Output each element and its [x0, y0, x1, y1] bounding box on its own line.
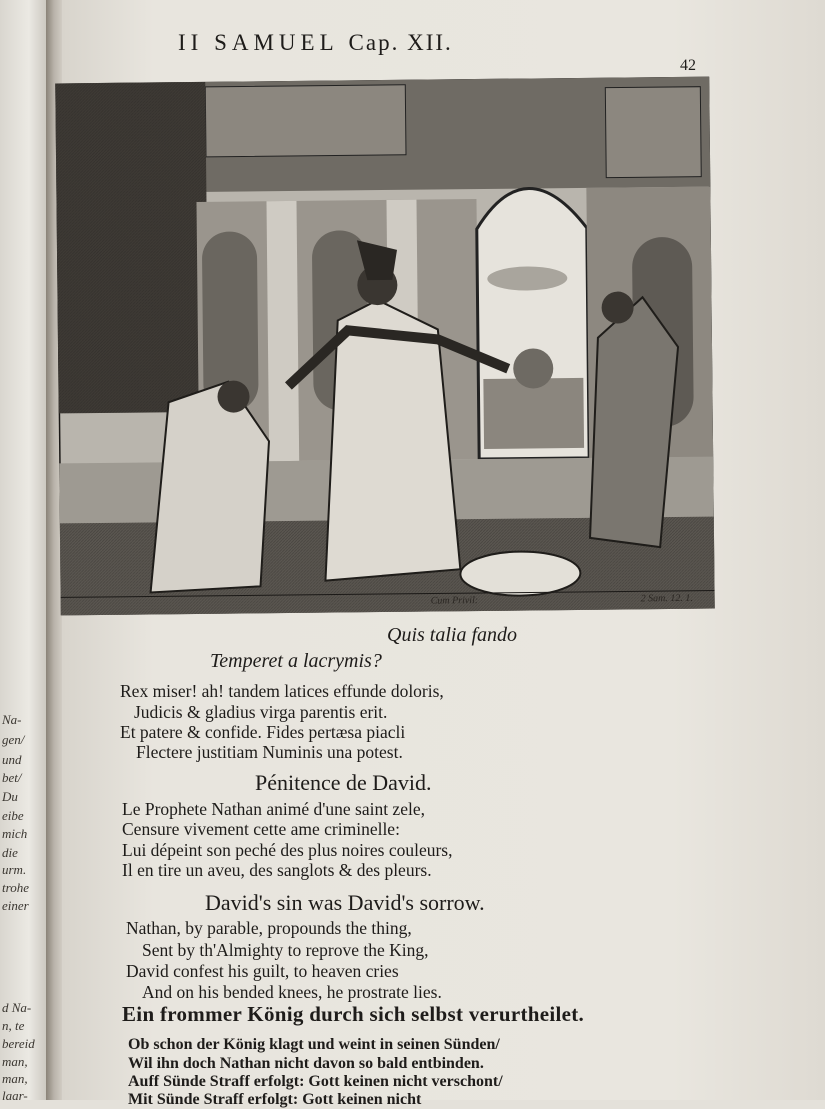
engraving-illustration [55, 77, 715, 616]
margin-fragment: einer [2, 898, 29, 913]
french-verse-line: Le Prophete Nathan animé d'une saint zele, [122, 799, 425, 819]
latin-verse-line: Judicis & gladius virga parentis erit. [134, 702, 388, 722]
margin-fragment: d Na- [2, 1000, 32, 1015]
margin-fragment: bereid [2, 1036, 35, 1051]
english-title: David's sin was David's sorrow. [205, 890, 485, 915]
margin-fragment: trohe [2, 880, 29, 895]
margin-fragment: und [2, 752, 22, 767]
french-title: Pénitence de David. [255, 770, 432, 795]
french-verse-line: Il en tire un aveu, des sanglots & des pleurs. [122, 860, 432, 880]
margin-fragment: man, [2, 1054, 28, 1069]
scripture-reference: 2 Sam. 12. 1. [640, 592, 693, 605]
german-verse-line: Wil ihn doch Nathan nicht davon so bald entbinden. [128, 1055, 484, 1072]
latin-verse-line: Et patere & confide. Fides pertæsa piacli [120, 722, 406, 742]
latin-verse-line: Rex miser! ah! tandem latices effunde doloris, [120, 681, 444, 701]
engraving-plate [55, 77, 715, 616]
privilege-caption: Cum Privil: [430, 595, 479, 607]
margin-fragment: Du [2, 789, 18, 804]
latin-epigraph-line: Quis talia fando [387, 624, 518, 646]
german-verse-line: Auff Sünde Straff erfolgt: Gott keinen nicht verschont/ [128, 1073, 503, 1090]
latin-epigraph-line: Temperet a lacrymis? [210, 650, 382, 672]
left-page [0, 0, 48, 1103]
page-number: 42 [680, 57, 696, 74]
margin-fragment: gen/ [2, 732, 25, 747]
margin-fragment: laar- [2, 1088, 28, 1103]
margin-fragment: urm. [2, 862, 27, 877]
margin-fragment: die [2, 845, 18, 860]
margin-fragment: eibe [2, 808, 24, 823]
french-verse-line: Censure vivement cette ame criminelle: [122, 819, 400, 839]
running-header: II SAMUEL Cap. XII. [178, 30, 453, 55]
english-verse-line: And on his bended knees, he prostrate lies. [142, 982, 442, 1002]
margin-fragment: Na- [2, 712, 22, 727]
margin-fragment: mich [2, 826, 28, 841]
german-title: Ein frommer König durch sich selbst verurtheilet. [122, 1002, 585, 1026]
margin-fragment: man, [2, 1071, 28, 1086]
english-verse-line: David confest his guilt, to heaven cries [126, 961, 399, 981]
german-verse-line: Ob schon der König klagt und weint in seinen Sünden/ [128, 1036, 500, 1053]
english-verse-line: Sent by th'Almighty to reprove the King, [142, 940, 429, 960]
german-verse-line: Mit Sünde Straff erfolgt: Gott keinen nicht [128, 1091, 422, 1108]
latin-verse-line: Flectere justitiam Numinis una potest. [136, 742, 403, 762]
margin-fragment: n, te [2, 1018, 25, 1033]
french-verse-line: Lui dépeint son peché des plus noires couleurs, [122, 840, 453, 860]
english-verse-line: Nathan, by parable, propounds the thing, [126, 918, 412, 938]
margin-fragment: bet/ [2, 770, 22, 785]
